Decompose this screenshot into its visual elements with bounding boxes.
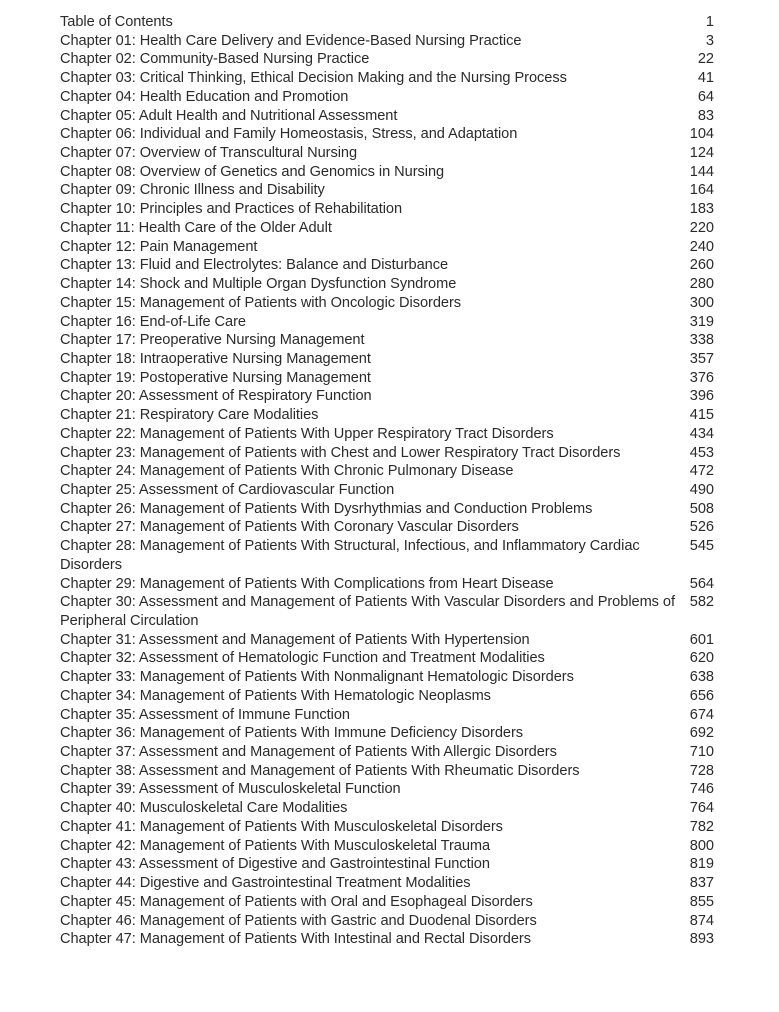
toc-entry-title: Chapter 08: Overview of Genetics and Genomics in Nursing: [60, 163, 445, 180]
toc-entry-row: [60, 631, 714, 650]
toc-entry-title: Chapter 11: Health Care of the Older Adult: [60, 219, 332, 236]
toc-entry-row: [60, 219, 714, 238]
toc-entry-row: [60, 780, 714, 799]
toc-entry-title: Chapter 27: Management of Patients With Coronary Vascular Disorders: [60, 519, 519, 536]
toc-entry-title: Chapter 15: Management of Patients with Oncologic Disorders: [60, 294, 462, 311]
toc-entry-row: [60, 313, 714, 332]
toc-entry-row: [60, 294, 714, 313]
toc-entry-row: [60, 837, 714, 856]
toc-page-number: 526: [689, 519, 714, 536]
toc-entry-title: Chapter 23: Management of Patients with Chest and Lower Respiratory Tract Disorders: [60, 444, 621, 461]
toc-entry-row: [60, 575, 714, 594]
toc-entry-title: Chapter 39: Assessment of Musculoskeletal Function: [60, 781, 401, 798]
toc-page-number: 674: [689, 706, 714, 723]
toc-entry-title: Chapter 17: Preoperative Nursing Management: [60, 332, 365, 349]
toc-entry-row: [60, 462, 714, 481]
toc-page-number: 710: [689, 744, 714, 761]
toc-entry-title: Chapter 30: Assessment and Management of Patients With Vascular Disorders and Problems of Peripheral Circulation: [60, 594, 676, 629]
toc-entry-title: Chapter 33: Management of Patients With Nonmalignant Hematologic Disorders: [60, 669, 574, 686]
toc-entry-title: Chapter 22: Management of Patients With Upper Respiratory Tract Disorders: [60, 425, 554, 442]
toc-page-number: 300: [689, 294, 714, 311]
toc-entry-row: [60, 387, 714, 406]
toc-page-number: 638: [689, 669, 714, 686]
toc-entry-row: [60, 518, 714, 537]
toc-entry-row: [60, 256, 714, 275]
toc-page-number: 490: [689, 481, 714, 498]
toc-entry-row: [60, 425, 714, 444]
toc-page-number: 692: [689, 725, 714, 742]
toc-page-number: 338: [689, 332, 714, 349]
toc-entry-title: Chapter 34: Management of Patients With Hematologic Neoplasms: [60, 687, 491, 704]
toc-entry-title: Chapter 43: Assessment of Digestive and Gastrointestinal Function: [60, 856, 490, 873]
toc-entry-title: Chapter 47: Management of Patients With Intestinal and Rectal Disorders: [60, 931, 531, 948]
toc-page-number: 83: [697, 107, 714, 124]
toc-entry-title: Chapter 36: Management of Patients With Immune Deficiency Disorders: [60, 725, 524, 742]
toc-entry-row: [60, 537, 714, 574]
toc-entry-title: Chapter 25: Assessment of Cardiovascular Function: [60, 481, 395, 498]
toc-entry-row: [60, 743, 714, 762]
toc-page-number: 64: [697, 88, 714, 105]
toc-entry-row: [60, 649, 714, 668]
toc-entry-row: [60, 762, 714, 781]
toc-entry-row: [60, 799, 714, 818]
toc-entry-title: Chapter 07: Overview of Transcultural Nursing: [60, 145, 358, 162]
toc-page-number: 260: [689, 257, 714, 274]
toc-entry-row: [60, 668, 714, 687]
toc-entry-row: [60, 144, 714, 163]
toc-entry-row: [60, 369, 714, 388]
toc-entry-title: Chapter 05: Adult Health and Nutritional Assessment: [60, 107, 398, 124]
toc-entry-row: [60, 593, 714, 630]
toc-entry-title: Chapter 29: Management of Patients With Complications from Heart Disease: [60, 575, 554, 592]
toc-entry-row: [60, 69, 714, 88]
toc-entry-title: Chapter 13: Fluid and Electrolytes: Balance and Disturbance: [60, 257, 449, 274]
toc-entry-row: [60, 874, 714, 893]
toc-page-number: 601: [689, 631, 714, 648]
toc-entry-row: [60, 406, 714, 425]
table-of-contents-list: [60, 13, 714, 949]
toc-page-number: 396: [689, 388, 714, 405]
toc-page-number: 508: [689, 500, 714, 517]
toc-page-number: 746: [689, 781, 714, 798]
toc-page-number: 220: [689, 219, 714, 236]
toc-page-number: 893: [689, 931, 714, 948]
toc-entry-row: [60, 893, 714, 912]
toc-page-number: 837: [689, 875, 714, 892]
toc-entry-title: Chapter 06: Individual and Family Homeostasis, Stress, and Adaptation: [60, 126, 518, 143]
toc-entry-title: Chapter 38: Assessment and Management of Patients With Rheumatic Disorders: [60, 762, 580, 779]
toc-entry-row: [60, 32, 714, 51]
toc-entry-row: [60, 275, 714, 294]
toc-entry-title: Chapter 44: Digestive and Gastrointestinal Treatment Modalities: [60, 875, 471, 892]
toc-entry-title: Chapter 21: Respiratory Care Modalities: [60, 407, 319, 424]
toc-entry-title: Chapter 18: Intraoperative Nursing Management: [60, 350, 371, 367]
toc-entry-title: Chapter 09: Chronic Illness and Disability: [60, 182, 325, 199]
toc-heading-row: [60, 13, 714, 32]
toc-page-number: 874: [689, 912, 714, 929]
toc-page-number: 319: [689, 313, 714, 330]
toc-entry-row: [60, 912, 714, 931]
toc-entry-row: [60, 444, 714, 463]
toc-entry-title: Chapter 32: Assessment of Hematologic Function and Treatment Modalities: [60, 650, 545, 667]
toc-entry-title: Chapter 37: Assessment and Management of Patients With Allergic Disorders: [60, 744, 557, 761]
toc-entry-title: Chapter 14: Shock and Multiple Organ Dysfunction Syndrome: [60, 276, 457, 293]
toc-page-number: 453: [689, 444, 714, 461]
toc-entry-title: Chapter 41: Management of Patients With Musculoskeletal Disorders: [60, 818, 503, 835]
toc-page-number: 564: [689, 575, 714, 592]
toc-entry-title: Chapter 19: Postoperative Nursing Management: [60, 369, 371, 386]
toc-page-number: 582: [689, 594, 714, 611]
toc-entry-row: [60, 181, 714, 200]
toc-entry-title: Chapter 01: Health Care Delivery and Evidence-Based Nursing Practice: [60, 32, 522, 49]
toc-entry-title: Chapter 31: Assessment and Management of Patients With Hypertension: [60, 631, 530, 648]
toc-page-number: 782: [689, 818, 714, 835]
toc-entry-title: Chapter 24: Management of Patients With Chronic Pulmonary Disease: [60, 463, 514, 480]
toc-page-number: 3: [705, 32, 714, 49]
toc-entry-row: [60, 818, 714, 837]
toc-page-number: 855: [689, 893, 714, 910]
toc-entry-row: [60, 125, 714, 144]
toc-page-number: 104: [689, 126, 714, 143]
toc-page-number: 183: [689, 201, 714, 218]
toc-entry-row: [60, 687, 714, 706]
toc-page-number: 415: [689, 407, 714, 424]
toc-entry-row: [60, 350, 714, 369]
toc-page-number: 1: [705, 14, 714, 30]
toc-entry-title: Chapter 35: Assessment of Immune Function: [60, 706, 350, 723]
toc-entry-row: [60, 724, 714, 743]
toc-page-number: 41: [697, 70, 714, 87]
toc-page-number: 357: [689, 350, 714, 367]
toc-entry-row: [60, 930, 714, 949]
toc-page-number: 164: [689, 182, 714, 199]
toc-page-number: 22: [697, 51, 714, 68]
toc-entry-title: Chapter 46: Management of Patients with Gastric and Duodenal Disorders: [60, 912, 537, 929]
toc-entry-row: [60, 88, 714, 107]
toc-page-number: 728: [689, 762, 714, 779]
toc-entry-row: [60, 238, 714, 257]
toc-entry-row: [60, 50, 714, 69]
toc-page-number: 240: [689, 238, 714, 255]
toc-entry-row: [60, 481, 714, 500]
toc-page-number: 124: [689, 145, 714, 162]
toc-page-number: 144: [689, 163, 714, 180]
toc-entry-row: [60, 107, 714, 126]
toc-entry-title: Chapter 10: Principles and Practices of Rehabilitation: [60, 201, 403, 218]
toc-entry-title: Chapter 04: Health Education and Promotion: [60, 88, 349, 105]
toc-page-number: 434: [689, 425, 714, 442]
page-title: Table of Contents: [60, 14, 173, 30]
toc-entry-row: [60, 706, 714, 725]
toc-entry-title: Chapter 42: Management of Patients With Musculoskeletal Trauma: [60, 837, 491, 854]
toc-page-number: 280: [689, 276, 714, 293]
toc-entry-title: Chapter 26: Management of Patients With Dysrhythmias and Conduction Problems: [60, 500, 593, 517]
toc-page-number: 800: [689, 837, 714, 854]
toc-entry-title: Chapter 40: Musculoskeletal Care Modalities: [60, 800, 348, 817]
toc-entry-row: [60, 163, 714, 182]
toc-entry-title: Chapter 02: Community-Based Nursing Practice: [60, 51, 370, 68]
toc-page-number: 472: [689, 463, 714, 480]
toc-entry-title: Chapter 03: Critical Thinking, Ethical Decision Making and the Nursing Process: [60, 70, 567, 87]
toc-entry-title: Chapter 20: Assessment of Respiratory Function: [60, 388, 372, 405]
toc-page-number: 376: [689, 369, 714, 386]
toc-page-number: 764: [689, 800, 714, 817]
toc-page-number: 656: [689, 687, 714, 704]
toc-entry-row: [60, 331, 714, 350]
toc-entry-title: Chapter 28: Management of Patients With Structural, Infectious, and Inflammatory Cardiac Disorders: [60, 538, 640, 573]
toc-entry-title: Chapter 12: Pain Management: [60, 238, 258, 255]
toc-entry-row: [60, 855, 714, 874]
toc-page-number: 819: [689, 856, 714, 873]
toc-entry-row: [60, 500, 714, 519]
toc-page-number: 545: [689, 538, 714, 555]
toc-page-number: 620: [689, 650, 714, 667]
toc-entry-title: Chapter 16: End-of-Life Care: [60, 313, 246, 330]
toc-entry-title: Chapter 45: Management of Patients with Oral and Esophageal Disorders: [60, 893, 533, 910]
toc-entry-row: [60, 200, 714, 219]
